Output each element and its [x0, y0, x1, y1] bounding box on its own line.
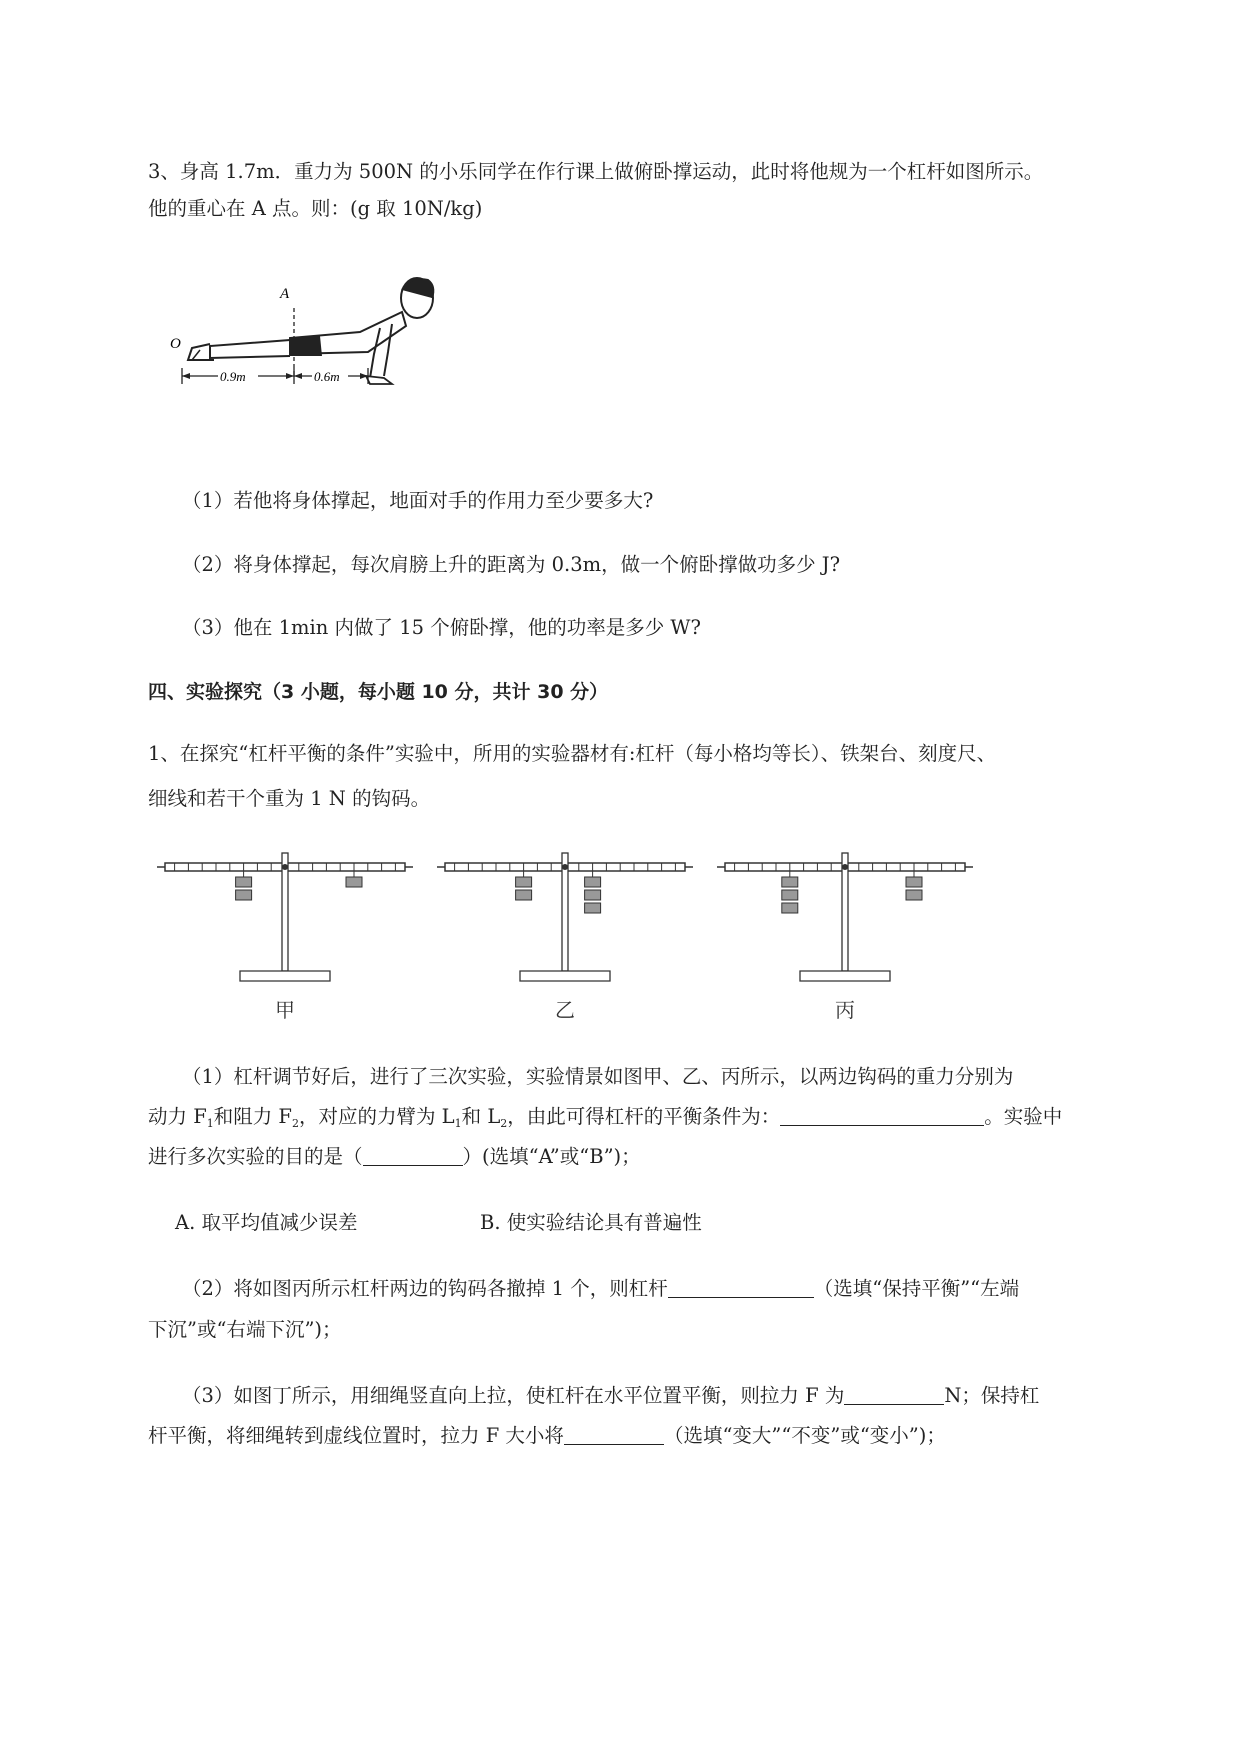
point-o-label: O: [170, 336, 181, 352]
pushup-figure: [170, 268, 460, 428]
hook-weight-right: [585, 877, 601, 887]
answer-blank-purpose[interactable]: [363, 1145, 463, 1166]
exp1-sub1-line3: 进行多次实验的目的是（ ）(选填“A”或“B”)；: [148, 1145, 641, 1168]
exp1-sub1-line1: （1）杠杆调节好后，进行了三次实验，实验情景如图甲、乙、丙所示，以两边钩码的重力分别为: [182, 1065, 1014, 1088]
pivot-dot: [842, 864, 848, 870]
hook-weight-left: [782, 903, 798, 913]
hook-weight-left: [516, 877, 532, 887]
exp1-sub1-line2: 动力 $F_1$和阻力 $F_2$，对应的力臂为 $L_1$和 $L_2$，由此可得杠杆的平衡条件为： 。实验中: [148, 1105, 1063, 1130]
answer-blank-force-change[interactable]: [564, 1424, 664, 1445]
answer-blank-lever-state[interactable]: [668, 1277, 814, 1298]
section4-heading: 四、实验探究（3 小题，每小题 10 分，共计 30 分）: [148, 681, 609, 703]
point-a-label: A: [280, 286, 290, 302]
stand-pole: [562, 853, 568, 971]
hook-weight-right: [585, 890, 601, 900]
exp1-sub3-line1: （3）如图丁所示，用细绳竖直向上拉，使杠杆在水平位置平衡，则拉力 F 为 N；保持杠: [182, 1384, 1040, 1407]
figure-label: 丙: [835, 998, 855, 1022]
stand-pole: [282, 853, 288, 971]
hook-weight-right: [906, 890, 922, 900]
hook-weight-right: [585, 903, 601, 913]
figure-label: 乙: [555, 998, 575, 1022]
stand-pole: [842, 853, 848, 971]
dim-right-label: 0.6m: [314, 369, 340, 384]
option-b: B. 使实验结论具有普遍性: [480, 1211, 702, 1234]
answer-blank-balance-condition[interactable]: [780, 1105, 984, 1126]
hook-weight-left: [782, 877, 798, 887]
stand-base: [800, 971, 890, 981]
hook-weight-left: [782, 890, 798, 900]
stand-base: [520, 971, 610, 981]
q3-line1: 3、身高 1.7m．重力为 500N 的小乐同学在作行课上做俯卧撑运动，此时将他规为一个杠杆如图所示。: [148, 160, 1044, 183]
figure-label: 甲: [275, 998, 295, 1022]
q3-sub3: （3）他在 1min 内做了 15 个俯卧撑，他的功率是多少 W?: [182, 616, 701, 639]
hook-weight-right: [906, 877, 922, 887]
lever-figures: [170, 845, 1090, 1030]
hook-weight-left: [516, 890, 532, 900]
q3-line2: 他的重心在 A 点。则：(g 取 10N/kg): [148, 197, 483, 220]
pivot-dot: [562, 864, 568, 870]
hook-weight-left: [236, 890, 252, 900]
exp1-intro-line1: 1、在探究“杠杆平衡的条件”实验中，所用的实验器材有:杠杆（每小格均等长）、铁架台、刻度尺、: [148, 742, 997, 765]
hook-weight-left: [236, 877, 252, 887]
exp1-sub2-line1: （2）将如图丙所示杠杆两边的钩码各撤掉 1 个，则杠杆 （选填“保持平衡”“左端: [182, 1277, 1020, 1300]
exp1-sub2-line2: 下沉”或“右端下沉”)；: [148, 1318, 342, 1341]
dim-left-label: 0.9m: [220, 369, 246, 384]
exp1-sub3-line2: 杆平衡，将细绳转到虚线位置时，拉力 F 大小将 （选填“变大”“不变”或“变小”)；: [148, 1424, 946, 1447]
q3-sub1: （1）若他将身体撑起，地面对手的作用力至少要多大?: [182, 489, 654, 512]
option-a: A. 取平均值减少误差: [175, 1211, 358, 1234]
pivot-dot: [282, 864, 288, 870]
stand-base: [240, 971, 330, 981]
hook-weight-right: [346, 877, 362, 887]
answer-blank-force[interactable]: [844, 1384, 944, 1405]
q3-sub2: （2）将身体撑起，每次肩膀上升的距离为 0.3m，做一个俯卧撑做功多少 J?: [182, 553, 841, 576]
exp1-intro-line2: 细线和若干个重为 1 N 的钩码。: [148, 787, 431, 810]
